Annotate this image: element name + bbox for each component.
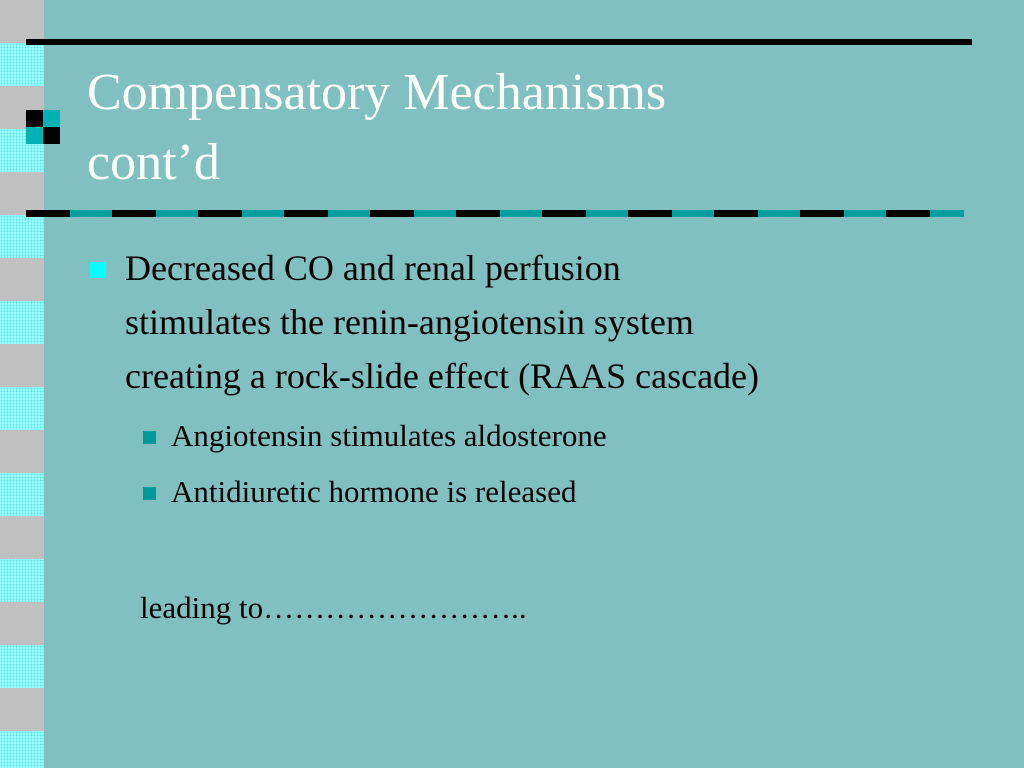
stripe-block bbox=[0, 344, 44, 387]
stripe-block bbox=[0, 430, 44, 473]
stripe-block bbox=[0, 559, 44, 602]
stripe-block bbox=[0, 172, 44, 215]
stripe-block bbox=[0, 43, 44, 86]
stripe-block bbox=[0, 688, 44, 731]
main-bullet-text bbox=[125, 241, 985, 403]
bullet-square-icon bbox=[90, 262, 106, 278]
sub-bullet-text: Antidiuretic hormone is released bbox=[171, 474, 577, 509]
stripe-block bbox=[0, 602, 44, 645]
stripe-block bbox=[0, 516, 44, 559]
sub-bullet-square-icon bbox=[143, 487, 156, 500]
main-bullet-line: stimulates the renin-angiotensin system bbox=[125, 302, 694, 342]
slide-title bbox=[87, 58, 947, 198]
stripe-block bbox=[0, 645, 44, 688]
stripe-block bbox=[0, 215, 44, 258]
title-line-2: cont’d bbox=[87, 134, 220, 191]
stripe-block bbox=[0, 0, 44, 43]
stripe-block bbox=[0, 731, 44, 768]
title-top-rule bbox=[26, 39, 972, 45]
title-dashed-rule bbox=[26, 210, 964, 217]
main-bullet-line: Decreased CO and renal perfusion bbox=[125, 248, 621, 288]
stripe-block bbox=[0, 387, 44, 430]
stripe-block bbox=[0, 473, 44, 516]
main-bullet-line: creating a rock-slide effect (RAAS cascade) bbox=[125, 356, 760, 396]
stripe-block bbox=[0, 301, 44, 344]
title-line-1: Compensatory Mechanisms bbox=[87, 64, 667, 121]
sub-bullet-text: Angiotensin stimulates aldosterone bbox=[171, 418, 607, 453]
checker-logo-icon bbox=[26, 110, 60, 144]
sub-bullet-square-icon bbox=[143, 431, 156, 444]
stripe-block bbox=[0, 258, 44, 301]
leading-to-text: leading to…………………….. bbox=[140, 590, 527, 625]
